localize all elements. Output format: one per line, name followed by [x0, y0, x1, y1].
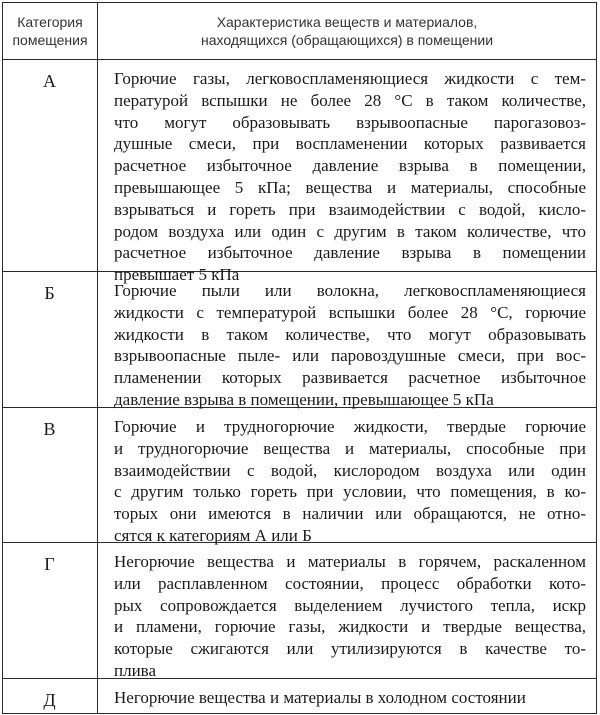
- category-cell: А: [3, 60, 98, 271]
- description-line: рых сопровождается выделением лучистого тепла, искр: [114, 595, 586, 615]
- table-row-g: [3, 542, 596, 678]
- category-cell: В: [3, 408, 98, 542]
- description-line: жидкости с температурой вспышки более 28 °С, горючие: [114, 302, 586, 322]
- header-category-line: Категория: [17, 14, 83, 30]
- description-line: расчетное избыточное давление взрыва в помещении,: [114, 156, 586, 176]
- description-line: превышающее 5 кПа; вещества и материалы, способные: [114, 177, 586, 197]
- header-description: [98, 3, 596, 59]
- table-row-v: [3, 407, 596, 545]
- description-line: которые сжигаются или утилизируются в качестве то-: [114, 639, 586, 659]
- description-line: взрывоопасные пыле- или паровоздушные смеси, при вос-: [114, 346, 586, 366]
- description-cell: [98, 60, 596, 285]
- description-line: или расплавленном состоянии, процесс обработки кото-: [114, 573, 586, 593]
- table-header-row: [3, 3, 596, 59]
- description-line: торых они имеются в наличии или обращаются, не отно-: [114, 504, 586, 524]
- description-line: превышает 5 кПа: [114, 265, 240, 285]
- description-line: Горючие газы, легковоспламеняющиеся жидкости с тем-: [114, 69, 586, 88]
- table-row-a: [3, 59, 596, 285]
- description-line: Негорючие вещества и материалы в холодном состоянии: [114, 688, 526, 707]
- description-line: плива: [114, 660, 157, 680]
- description-line: давление взрыва в помещении, превышающее 5 кПа: [114, 389, 494, 409]
- description-cell: [98, 408, 596, 545]
- category-table: [2, 2, 597, 714]
- description-line: с другим только гореть при условии, что помещения, в ко-: [114, 482, 586, 502]
- header-description-line: Характеристика веществ и материалов,: [216, 14, 478, 30]
- category-cell: Б: [3, 272, 98, 407]
- header-category: [3, 3, 98, 59]
- table-row-b: [3, 271, 596, 407]
- description-line: пламенении которых развивается расчетное избыточное: [114, 368, 586, 388]
- description-line: Горючие и трудногорючие жидкости, твердые горючие: [114, 417, 586, 436]
- header-category-line: помещения: [12, 32, 88, 48]
- description-line: пературой вспышки не более 28 °С в таком количестве,: [114, 90, 586, 110]
- description-line: что могут образовывать взрывоопасные парогазовоз-: [114, 112, 586, 132]
- category-cell: Г: [3, 543, 98, 678]
- description-line: взрываться и гореть при взаимодействии с водой, кисло-: [114, 199, 586, 219]
- description-line: и пламени, горючие газы, жидкости и твердые вещества,: [114, 617, 586, 637]
- description-cell: [98, 679, 596, 713]
- description-line: Горючие пыли или волокна, легковоспламеняющиеся: [114, 281, 586, 300]
- description-cell: [98, 272, 596, 407]
- description-line: Негорючие вещества и материалы в горячем, раскаленном: [114, 552, 586, 571]
- description-line: и трудногорючие вещества и материалы, способные при: [114, 438, 586, 458]
- description-line: душные смеси, при воспламенении которых развивается: [114, 134, 586, 154]
- table-row-d: [3, 678, 596, 713]
- description-line: сятся к категориям А или Б: [114, 525, 312, 545]
- category-cell: Д: [3, 679, 98, 713]
- description-cell: [98, 543, 596, 678]
- description-line: родом воздуха или один с другим в таком количестве, что: [114, 221, 586, 241]
- description-line: расчетное избыточное давление взрыва в помещении: [114, 243, 586, 263]
- description-line: жидкости в таком количестве, что могут образовывать: [114, 324, 586, 344]
- description-line: взаимодействии с водой, кислородом воздуха или один: [114, 460, 586, 480]
- header-description-line: находящихся (обращающихся) в помещении: [200, 32, 494, 48]
